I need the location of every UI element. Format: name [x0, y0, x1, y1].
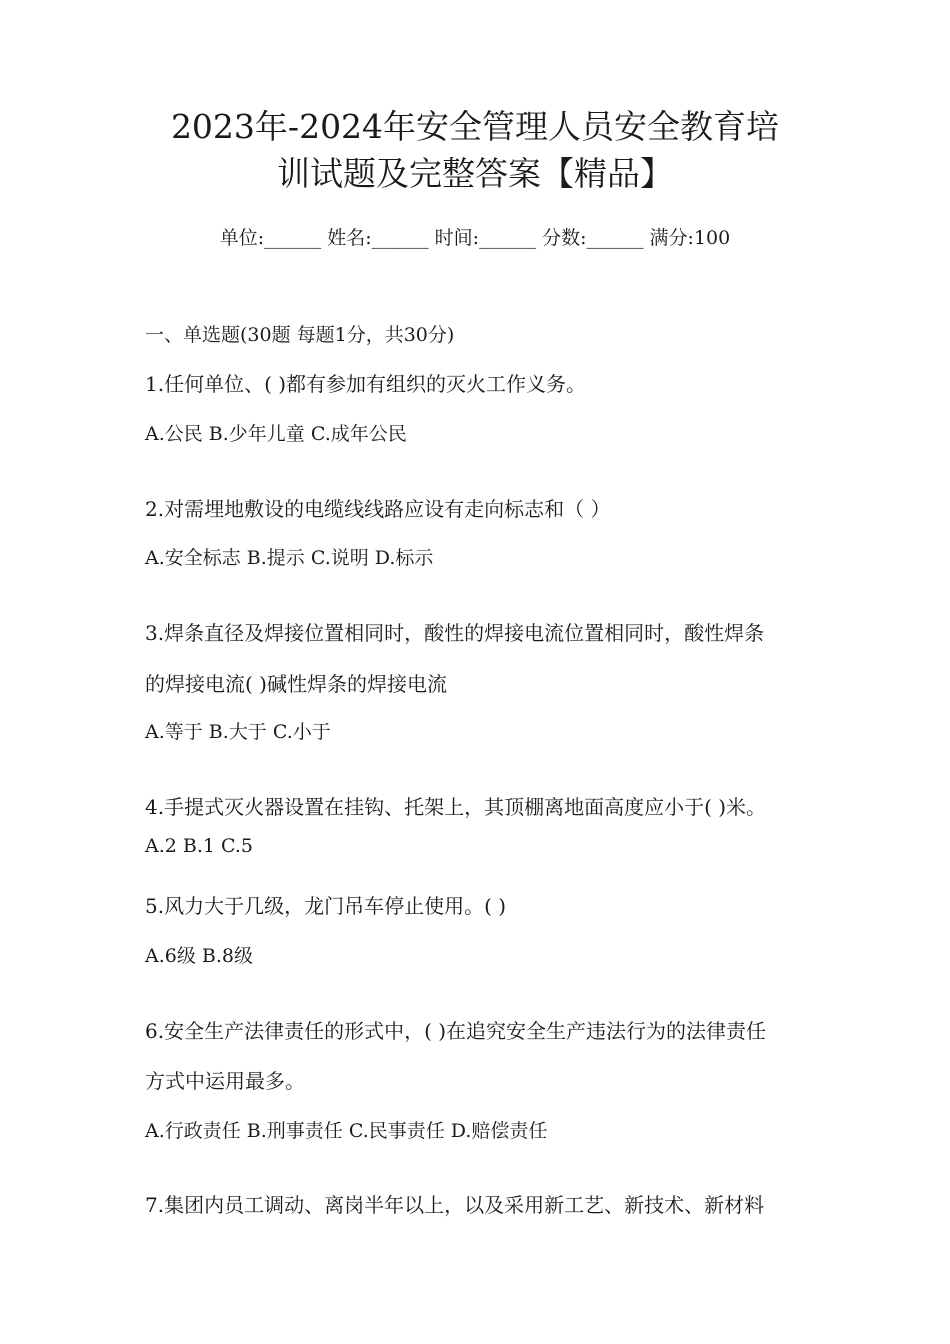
- document-title-line-2: 训试题及完整答案【精品】: [277, 154, 673, 193]
- question-6-stem-line-2: 方式中运用最多。: [145, 1069, 305, 1093]
- question-2-stem: 2.对需埋地敷设的电缆线线路应设有走向标志和（ ）: [145, 497, 611, 521]
- question-3-stem-line-1: 3.焊条直径及焊接位置相同时，酸性的焊接电流位置相同时，酸性焊条: [145, 621, 765, 645]
- question-4-options: A.2 B.1 C.5: [145, 835, 254, 857]
- question-6-stem-line-1: 6.安全生产法律责任的形式中，( )在追究安全生产违法行为的法律责任: [145, 1019, 767, 1043]
- question-1-options: A.公民 B.少年儿童 C.成年公民: [145, 423, 407, 445]
- section-heading: 一、单选题(30题 每题1分，共30分): [145, 324, 455, 346]
- question-3-stem-line-2: 的焊接电流( )碱性焊条的焊接电流: [145, 672, 447, 696]
- question-5-stem: 5.风力大于几级，龙门吊车停止使用。( ): [145, 894, 507, 918]
- question-1-stem: 1.任何单位、( )都有参加有组织的灭火工作义务。: [145, 372, 587, 396]
- question-4-stem: 4.手提式灭火器设置在挂钩、托架上，其顶棚离地面高度应小于( )米。: [145, 795, 767, 819]
- question-7-stem-line-1: 7.集团内员工调动、离岗半年以上，以及采用新工艺、新技术、新材料: [145, 1193, 765, 1217]
- question-3-options: A.等于 B.大于 C.小于: [145, 721, 331, 743]
- question-6-options: A.行政责任 B.刑事责任 C.民事责任 D.赔偿责任: [145, 1120, 548, 1142]
- question-2-options: A.安全标志 B.提示 C.说明 D.标示: [145, 547, 434, 569]
- exam-info-line: 单位:______ 姓名:______ 时间:______ 分数:______ 满分:100: [219, 227, 731, 249]
- question-5-options: A.6级 B.8级: [145, 945, 253, 967]
- document-title-line-1: 2023年-2024年安全管理人员安全教育培: [170, 107, 780, 146]
